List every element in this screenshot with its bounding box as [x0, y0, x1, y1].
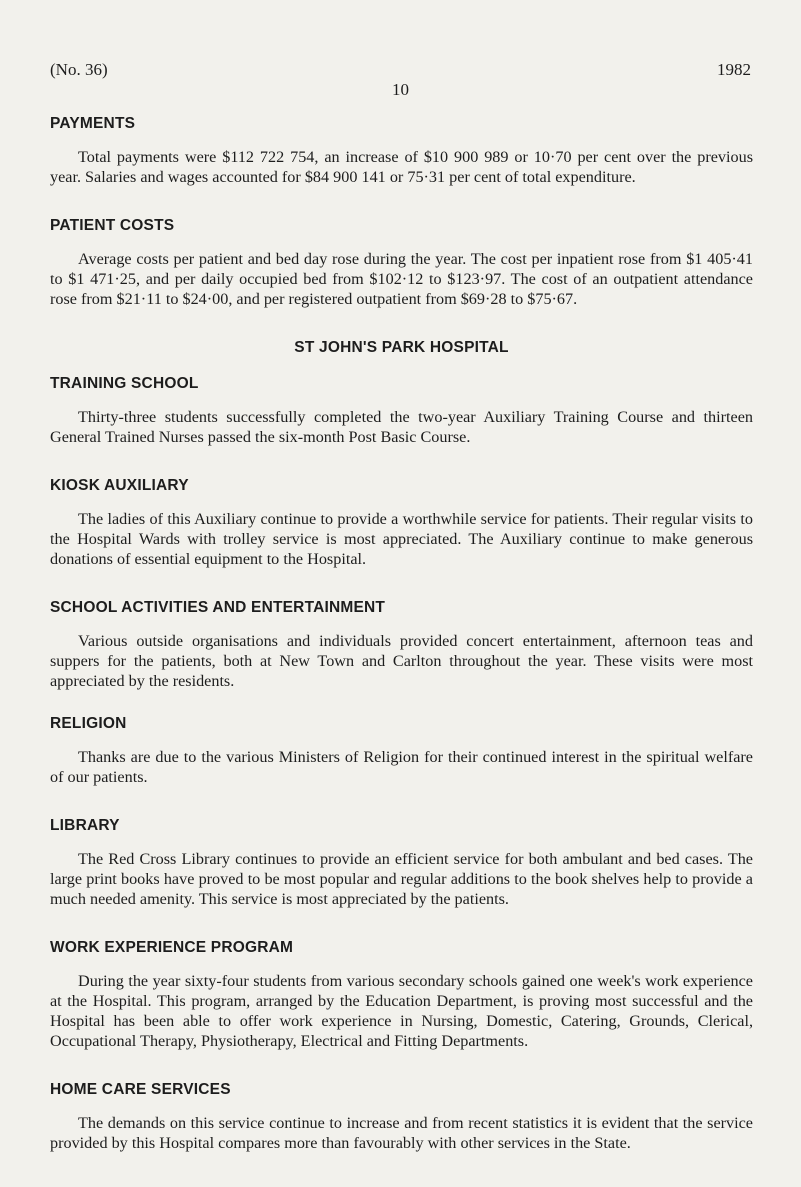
- section-heading: KIOSK AUXILIARY: [50, 477, 189, 494]
- section-paragraph: The Red Cross Library continues to provide an efficient service for both ambulant and bed cases. The large print books have proved to be most popular and regular additions to the book shelves help to provide a much needed amenity. This service is most appreciated by the patients.: [50, 850, 753, 908]
- section-heading: SCHOOL ACTIVITIES AND ENTERTAINMENT: [50, 599, 386, 616]
- section-paragraph: Various outside organisations and individuals provided concert entertainment, afternoon teas and suppers for the patients, both at New Town and Carlton throughout the year. These visits were most appreciated by the residents.: [50, 632, 753, 690]
- section-paragraph: Thirty-three students successfully completed the two-year Auxiliary Training Course and thirteen General Trained Nurses passed the six-month Post Basic Course.: [50, 408, 753, 446]
- hospital-title: ST JOHN'S PARK HOSPITAL: [294, 339, 509, 356]
- section-religion: [50, 715, 753, 787]
- section-work-experience: [50, 939, 753, 1051]
- section-paragraph: Thanks are due to the various Ministers of Religion for their continued interest in the spiritual welfare of our patients.: [50, 748, 753, 786]
- section-kiosk-auxiliary: [50, 477, 753, 569]
- section-payments: [50, 115, 753, 187]
- section-heading: PATIENT COSTS: [50, 217, 175, 234]
- section-patient-costs: [50, 217, 753, 309]
- page-content: [50, 115, 753, 1183]
- section-paragraph: The demands on this service continue to increase and from recent statistics it is evident that the service provided by this Hospital compares more than favourably with other services in the State.: [50, 1114, 753, 1152]
- section-training-school: [50, 375, 753, 447]
- section-paragraph: Average costs per patient and bed day rose during the year. The cost per inpatient rose from $1 405·41 to $1 471·25, and per daily occupied bed from $102·12 to $123·97. The cost of an outpatient attendance rose from $21·11 to $24·00, and per registered outpatient from $69·28 to $75·67.: [50, 250, 753, 308]
- page-number: 10: [392, 80, 409, 99]
- section-heading: RELIGION: [50, 715, 127, 732]
- section-paragraph: During the year sixty-four students from various secondary schools gained one week's work experience at the Hospital. This program, arranged by the Education Department, is proving most successful and the Hospital has been able to offer work experience in Nursing, Domestic, Catering, Grounds, Clerical, Occupational Therapy, Physiotherapy, Electrical and Fitting Departments.: [50, 972, 753, 1050]
- section-heading: LIBRARY: [50, 817, 120, 834]
- section-paragraph: Total payments were $112 722 754, an increase of $10 900 989 or 10·70 per cent over the previous year. Salaries and wages accounted for $84 900 141 or 75·31 per cent of total expenditure.: [50, 148, 753, 186]
- section-heading: HOME CARE SERVICES: [50, 1081, 231, 1098]
- section-home-care: [50, 1081, 753, 1153]
- publication-number: (No. 36): [50, 60, 108, 79]
- publication-year: 1982: [717, 60, 751, 79]
- section-heading: WORK EXPERIENCE PROGRAM: [50, 939, 294, 956]
- section-heading: TRAINING SCHOOL: [50, 375, 199, 392]
- section-heading: PAYMENTS: [50, 115, 136, 132]
- section-paragraph: The ladies of this Auxiliary continue to provide a worthwhile service for patients. Their regular visits to the Hospital Wards with trolley service is most appreciated. The Auxiliary continue to make generous donations of essential equipment to the Hospital.: [50, 510, 753, 568]
- section-library: [50, 817, 753, 909]
- section-school-activities: [50, 599, 753, 691]
